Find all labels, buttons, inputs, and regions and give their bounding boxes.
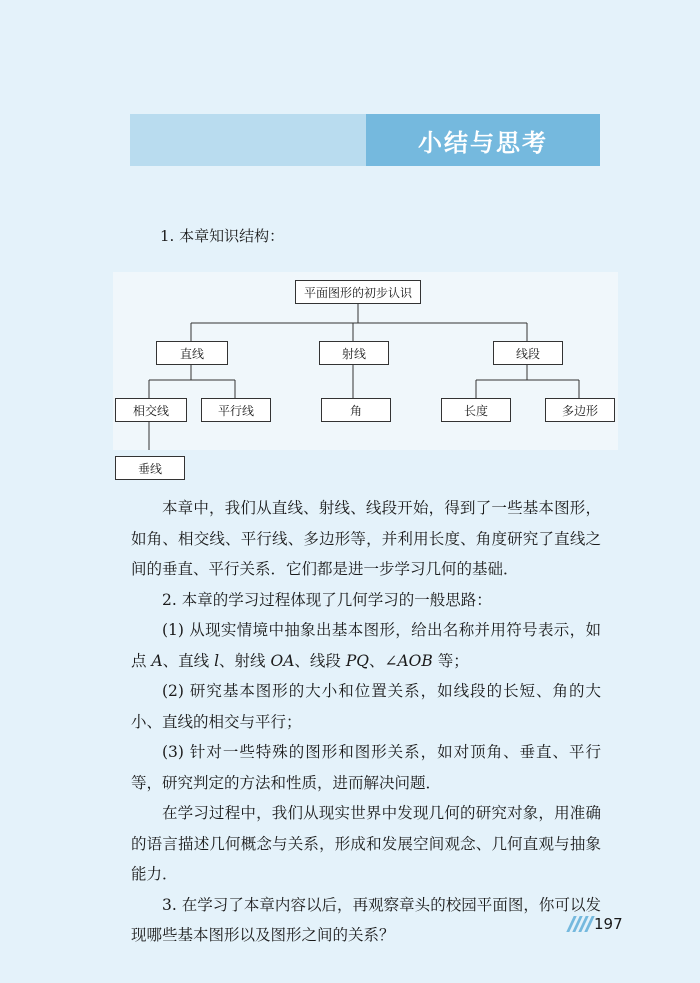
tree-node-length: 长度: [441, 398, 511, 422]
paragraph-point-2: 2. 本章的学习过程体现了几何学习的一般思路：: [162, 590, 492, 609]
paragraph-item-2: (2) 研究基本图形的大小和位置关系，如线段的长短、角的大小、直线的相交与平行；: [131, 682, 601, 731]
paragraph-learning-process: 在学习过程中，我们从现实世界中发现几何的研究对象，用准确的语言描述几何概念与关系，形成和发展空间观念、几何直观与抽象能力．: [131, 804, 601, 883]
knowledge-tree-diagram: [113, 272, 618, 450]
paragraph-point-3: 3. 在学习了本章内容以后，再观察章头的校园平面图，你可以发现哪些基本图形以及图形之间的关系？: [131, 895, 601, 944]
tree-node-intersecting-lines: 相交线: [115, 398, 187, 422]
knowledge-structure-label: 1. 本章知识结构：: [160, 227, 285, 245]
tree-node-ray: 射线: [319, 341, 389, 365]
page-number: [570, 915, 623, 933]
paragraph-summary: 本章中，我们从直线、射线、线段开始，得到了一些基本图形，如角、相交线、平行线、多边形等，并利用长度、角度研究了直线之间的垂直、平行关系．它们都是进一步学习几何的基础．: [131, 499, 601, 578]
tree-node-line: 直线: [156, 341, 228, 365]
tree-node-polygon: 多边形: [545, 398, 615, 422]
tree-node-perpendicular: 垂线: [115, 456, 185, 480]
paragraph-item-1: (1) 从现实情境中抽象出基本图形，给出名称并用符号表示，如点 A、直线 l、射线 OA、线段 PQ、∠AOB 等；: [131, 621, 601, 670]
tree-node-parallel-lines: 平行线: [201, 398, 271, 422]
section-title: 小结与思考: [366, 114, 600, 166]
tree-root-node: 平面图形的初步认识: [295, 280, 421, 304]
tree-node-angle: 角: [321, 398, 391, 422]
paragraph-item-3: (3) 针对一些特殊的图形和图形关系，如对顶角、垂直、平行等，研究判定的方法和性质，进而解决问题．: [131, 743, 601, 792]
page-number-text: 197: [594, 915, 623, 933]
tree-node-segment: 线段: [493, 341, 563, 365]
body-text: [131, 493, 601, 951]
stripes-decoration: [570, 916, 591, 932]
